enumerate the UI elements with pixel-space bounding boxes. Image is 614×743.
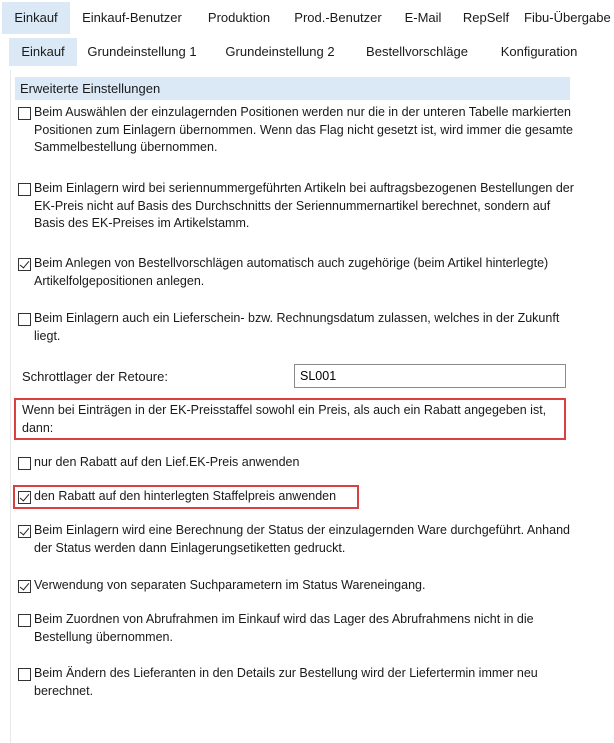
option-markierte-positionen[interactable] — [18, 104, 578, 157]
checkbox[interactable] — [18, 668, 31, 681]
tab-produktion[interactable]: Produktion — [207, 10, 271, 25]
tab-prod-benutzer[interactable]: Prod.-Benutzer — [294, 10, 382, 25]
tab-fibu-uebergabe[interactable]: Fibu-Übergabe — [524, 10, 611, 25]
section-header: Erweiterte Einstellungen — [15, 77, 570, 100]
option-label: Beim Einlagern auch ein Lieferschein- bzw. Rechnungsdatum zulassen, welches in der Zukunft liegt. — [34, 311, 560, 343]
option-label: nur den Rabatt auf den Lief.EK-Preis anwenden — [34, 455, 300, 469]
option-label: Beim Zuordnen von Abrufrahmen im Einkauf wird das Lager des Abrufrahmens nicht in die Bestellung übernommen. — [34, 612, 534, 644]
option-label: den Rabatt auf den hinterlegten Staffelpreis anwenden — [34, 489, 337, 503]
checkbox[interactable] — [18, 183, 31, 196]
option-status-berechnung[interactable] — [18, 522, 578, 557]
subtab-einkauf[interactable]: Einkauf — [9, 38, 77, 66]
option-suchparameter-wareneingang[interactable] — [18, 577, 578, 595]
schrottlager-input[interactable] — [294, 364, 566, 388]
checkbox[interactable] — [18, 491, 31, 504]
tab-einkauf[interactable]: Einkauf — [2, 2, 70, 34]
tab-einkauf-benutzer[interactable]: Einkauf-Benutzer — [82, 10, 182, 25]
option-label: Beim Einlagern wird bei seriennummergeführten Artikeln bei auftragsbezogenen Bestellungen der EK-Preis nicht auf Basis des Durchschnitts der Seriennummernartikel berechnet, sondern auf Basis des EK-Preises im Artikelstamm. — [34, 181, 574, 230]
checkbox[interactable] — [18, 580, 31, 593]
subtab-grundeinstellung-2[interactable]: Grundeinstellung 2 — [225, 44, 335, 59]
option-seriennummer-ek-preis[interactable] — [18, 180, 578, 233]
option-label: Beim Anlegen von Bestellvorschlägen automatisch auch zugehörige (beim Artikel hinterlegte) Artikelfolgepositionen anlegen. — [34, 256, 549, 288]
checkbox[interactable] — [18, 258, 31, 271]
sub-tab-bar — [0, 37, 614, 68]
top-tab-bar — [0, 0, 614, 36]
tab-email[interactable]: E-Mail — [404, 10, 442, 25]
checkbox[interactable] — [18, 313, 31, 326]
option-label: Verwendung von separaten Suchparametern im Status Wareneingang. — [34, 578, 426, 592]
option-rabatt-staffelpreis[interactable] — [18, 488, 578, 506]
option-label: Beim Ändern des Lieferanten in den Details zur Bestellung wird der Liefertermin immer neu berechnet. — [34, 666, 538, 698]
option-liefertermin-neu-berechnen[interactable] — [18, 665, 578, 700]
subtab-grundeinstellung-1[interactable]: Grundeinstellung 1 — [87, 44, 197, 59]
subtab-bestellvorschlaege[interactable]: Bestellvorschläge — [366, 44, 468, 59]
option-label: Beim Auswählen der einzulagernden Positionen werden nur die in der unteren Tabelle markierten Positionen zum Einlagern übernommen. Wenn das Flag nicht gesetzt ist, wird immer die gesamte Sammelbestellung übernommen. — [34, 105, 573, 154]
option-abrufrahmen-lager[interactable] — [18, 611, 578, 646]
option-lieferscheindatum-zukunft[interactable] — [18, 310, 578, 345]
subtab-konfiguration[interactable]: Konfiguration — [500, 44, 578, 59]
schrottlager-label: Schrottlager der Retoure: — [22, 369, 168, 384]
checkbox[interactable] — [18, 614, 31, 627]
staffel-note-text: Wenn bei Einträgen in der EK-Preisstaffel sowohl ein Preis, als auch ein Rabatt angegeben ist, dann: — [22, 403, 547, 435]
checkbox[interactable] — [18, 457, 31, 470]
tab-repself[interactable]: RepSelf — [462, 10, 510, 25]
option-label: Beim Einlagern wird eine Berechnung der Status der einzulagernden Ware durchgeführt. Anhand der Status werden dann Einlagerungsetiketten gedruckt. — [34, 523, 570, 555]
option-artikelfolgepositionen[interactable] — [18, 255, 578, 290]
checkbox[interactable] — [18, 525, 31, 538]
checkbox[interactable] — [18, 107, 31, 120]
option-rabatt-lief-ek-preis[interactable] — [18, 454, 578, 472]
staffel-note — [22, 402, 562, 437]
